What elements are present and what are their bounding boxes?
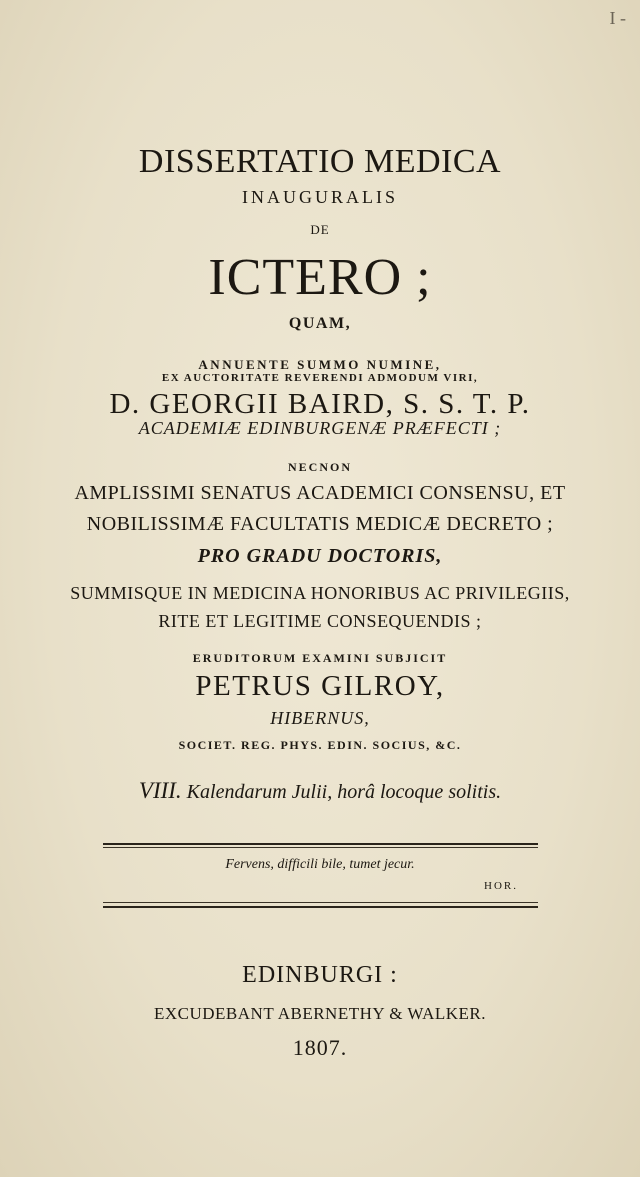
bottom-rule [103,906,538,908]
rite-line: RITE ET LEGITIME CONSEQUENDIS ; [158,611,482,631]
date-line [0,778,640,804]
academiae-line: ACADEMIÆ EDINBURGENÆ PRÆFECTI ; [138,418,502,438]
bottom-rule-thin [103,902,538,903]
quam-line: QUAM, [288,315,352,332]
imprint-year: 1807. [292,1035,348,1060]
summisque-line: SUMMISQUE IN MEDICINA HONORIBUS AC PRIVILEGIIS, [70,583,570,603]
annuente-line: ANNUENTE SUMMO NUMINE, [198,357,442,372]
ex-auctoritate-line: EX AUCTORITATE REVERENDI ADMODUM VIRI, [161,372,479,384]
epigraph-attribution: HOR. [484,880,518,892]
author-name: PETRUS GILROY, [195,670,445,702]
subject-title: ICTERO ; [208,249,432,306]
nobilissimae-line: NOBILISSIMÆ FACULTATIS MEDICÆ DECRETO ; [86,513,554,535]
necnon-line: NECNON [287,460,352,474]
imprint-city: EDINBURGI : [242,962,398,988]
praefect-name: D. GEORGII BAIRD, S. S. T. P. [109,388,531,420]
top-rule [103,843,538,845]
epigraph-quote: Fervens, difficili bile, tumet jecur. [225,857,415,872]
inauguralis-line: INAUGURALIS [242,187,398,207]
corner-mark: I - [609,8,626,28]
amplissimi-line: AMPLISSIMI SENATUS ACADEMICI CONSENSU, ET [74,482,566,504]
date-roman: VIII. [138,778,182,803]
date-text: Kalendarum Julii, horâ locoque solitis. [186,781,502,803]
dissertation-title: DISSERTATIO MEDICA [138,143,502,180]
top-rule-thin [103,847,538,848]
imprint-printer: EXCUDEBANT ABERNETHY & WALKER. [153,1004,486,1023]
de-line: DE [310,222,330,237]
hibernus-line: HIBERNUS, [270,708,370,728]
pro-gradu-line: PRO GRADU DOCTORIS, [197,545,443,567]
societ-line: SOCIET. REG. PHYS. EDIN. SOCIUS, &C. [178,738,462,752]
eruditorum-line: ERUDITORUM EXAMINI SUBJICIT [192,651,448,665]
